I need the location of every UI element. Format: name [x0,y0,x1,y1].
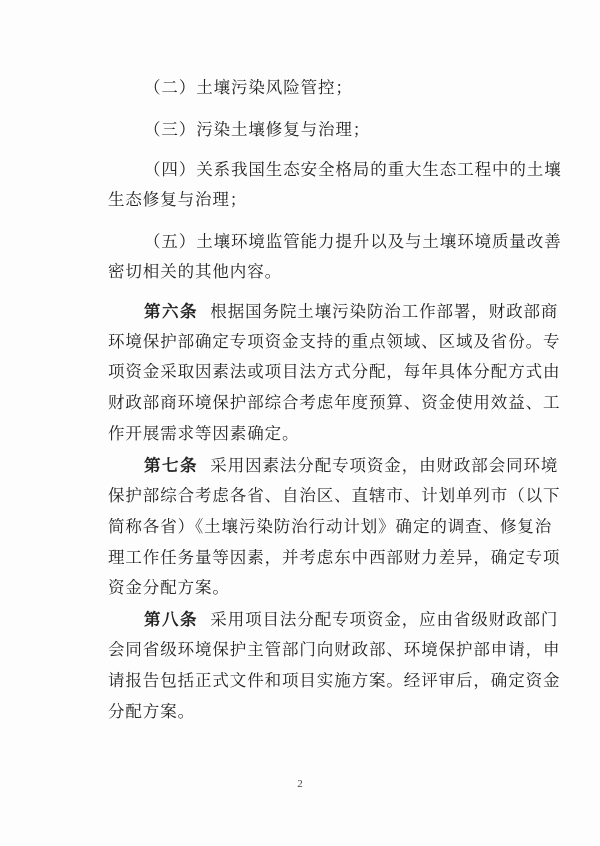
article-7-line-2: 保护部综合考虑各省、自治区、直辖市、计划单列市（以下 [108,486,561,505]
article-7-line-5: 资金分配方案。 [108,578,230,597]
list-item-3: （三）污染土壤修复与治理； [144,120,371,139]
article-6-line-4: 财政部商环境保护部综合考虑年度预算、资金使用效益、工 [108,393,561,412]
article-7-line-4: 理工作任务量等因素，并考虑东中西部财力差异，确定专项 [108,548,561,567]
list-item-2: （二）土壤污染风险管控； [144,78,353,97]
article-8-first-text: 采用项目法分配专项资金，应由省级财政部门 [210,610,559,629]
article-7-line-3: 简称各省）《土壤污染防治行动计划》确定的调查、修复治 [108,517,553,536]
article-7-first-text: 采用因素法分配专项资金，由财政部会同环境 [210,456,559,475]
article-6-line-2: 环境保护部确定专项资金支持的重点领域、区域及省份。专 [108,332,561,351]
article-6-first-text: 根据国务院土壤污染防治工作部署，财政部商 [210,302,559,321]
article-6-line-3: 项资金采取因素法或项目法方式分配，每年具体分配方式由 [108,362,561,381]
article-8-heading: 第八条 [144,610,198,629]
article-8-line-3: 请报告包括正式文件和项目实施方案。经评审后，确定资金 [108,671,561,690]
article-8-line-2: 会同省级环境保护主管部门向财政部、环境保护部申请，申 [108,640,561,659]
article-8-first-line [144,610,600,630]
article-7-heading: 第七条 [144,456,198,475]
page-number: 2 [297,778,303,790]
article-6-heading: 第六条 [144,302,198,321]
list-item-4-line-2: 生态修复与治理； [108,190,248,209]
article-8-line-4: 分配方案。 [108,702,195,721]
list-item-4-line-1: （四）关系我国生态安全格局的重大生态工程中的土壤 [144,160,562,179]
list-item-5-line-2: 密切相关的其他内容。 [108,262,282,281]
list-item-5-line-1: （五）土壤环境监管能力提升以及与土壤环境质量改善 [144,232,562,251]
article-6-first-line [144,302,600,322]
article-6-line-5: 作开展需求等因素确定。 [108,424,300,443]
article-7-first-line [144,456,600,476]
